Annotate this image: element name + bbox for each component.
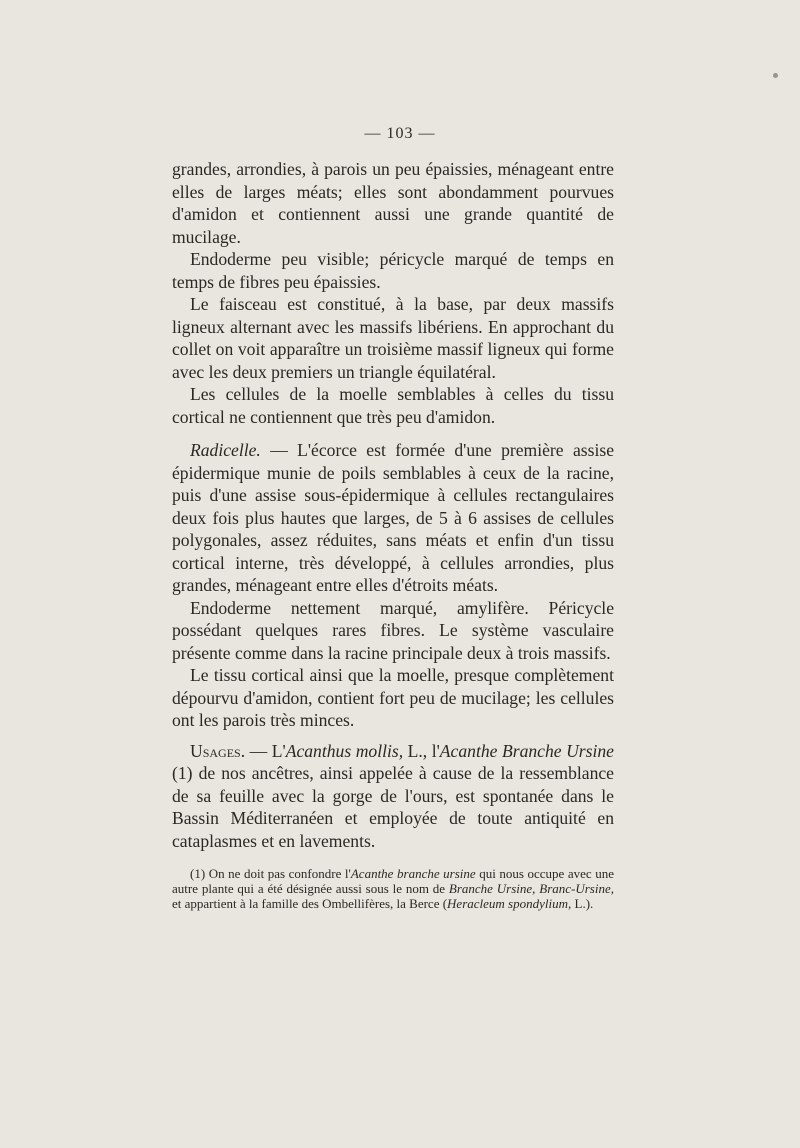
radicelle-heading: Radicelle. [190,440,261,460]
footnote-italic-3: Heracleum spondylium, [447,896,572,912]
paragraph-3: Le faisceau est constitué, à la base, par deux massifs ligneux alternant avec les massifs libériens. En approchant du collet on voit apparaître un troisième massif ligneux qui forme avec les deux premiers un triangle équilatéral. [172,294,614,382]
radicelle-text: — L'écorce est formée d'une première assise épidermique munie de poils semblables à ceux de la racine, puis d'une assise sous-épidermique à cellules rectangulaires deux fois plus hautes que larges, de 5 à 6 assises de cellules polygonales, assez réduites, sans méats et enfin d'un tissu cortical interne, très développé, à cellules arrondies, plus grandes, ménageant entre elles d'étroits méats. [172,440,614,595]
page-number: — 103 — [364,125,436,142]
usages-italic-2: Acanthe Branche Ursine [439,740,614,761]
paragraph-radicelle [172,439,614,597]
usages-heading: Usages. [190,740,246,761]
footnote-italic-1: Acanthe branche ursine [350,866,476,881]
paragraph-1: grandes, arrondies, à parois un peu épaissies, ménageant entre elles de larges méats; elles sont abondamment pourvues d'amidon et contiennent aussi une grande quantité de mucilage. [172,159,614,247]
paragraph-6: Endoderme nettement marqué, amylifère. Péricycle possédant quelques rares fibres. Le système vasculaire présente comme dans la racine principale deux à trois massifs. [172,597,614,663]
footnote [172,866,614,912]
paragraph-7: Le tissu cortical ainsi que la moelle, presque complètement dépourvu d'amidon, contient fort peu de mucilage; les cellules ont les parois très minces. [172,665,614,730]
usages-italic-1: Acanthus mollis, [285,740,404,761]
paragraph-usages [172,740,614,853]
footnote-text-4: L.). [571,896,594,912]
footnote-text-3: et appartient à la famille des Ombellifères, la Berce ( [172,896,448,912]
page-body [172,158,614,925]
usages-text-2: L., l' [403,740,440,761]
paragraph-2: Endoderme peu visible; péricycle marqué de temps en temps de fibres peu épaissies. [172,249,614,292]
footnote-italic-2: Branche Ursine, Branc-Ursine, [448,881,614,897]
paper-spot [773,73,778,78]
footnote-text-1: (1) On ne doit pas confondre l' [190,866,351,881]
usages-text-3: (1) de nos ancêtres, ainsi appelée à cause de la ressemblance de sa feuille avec la gorge de l'ours, est spontanée dans le Bassin Méditerranéen et employée de toute antiquité en cataplasmes et en lavements. [172,763,614,851]
footnote-text-2: qui nous occupe avec une autre plante qui a été désignée aussi sous le nom de [172,866,615,897]
paragraph-4: Les cellules de la moelle semblables à celles du tissu cortical ne contiennent que très peu d'amidon. [172,384,614,427]
usages-text-1: — L' [245,740,286,761]
